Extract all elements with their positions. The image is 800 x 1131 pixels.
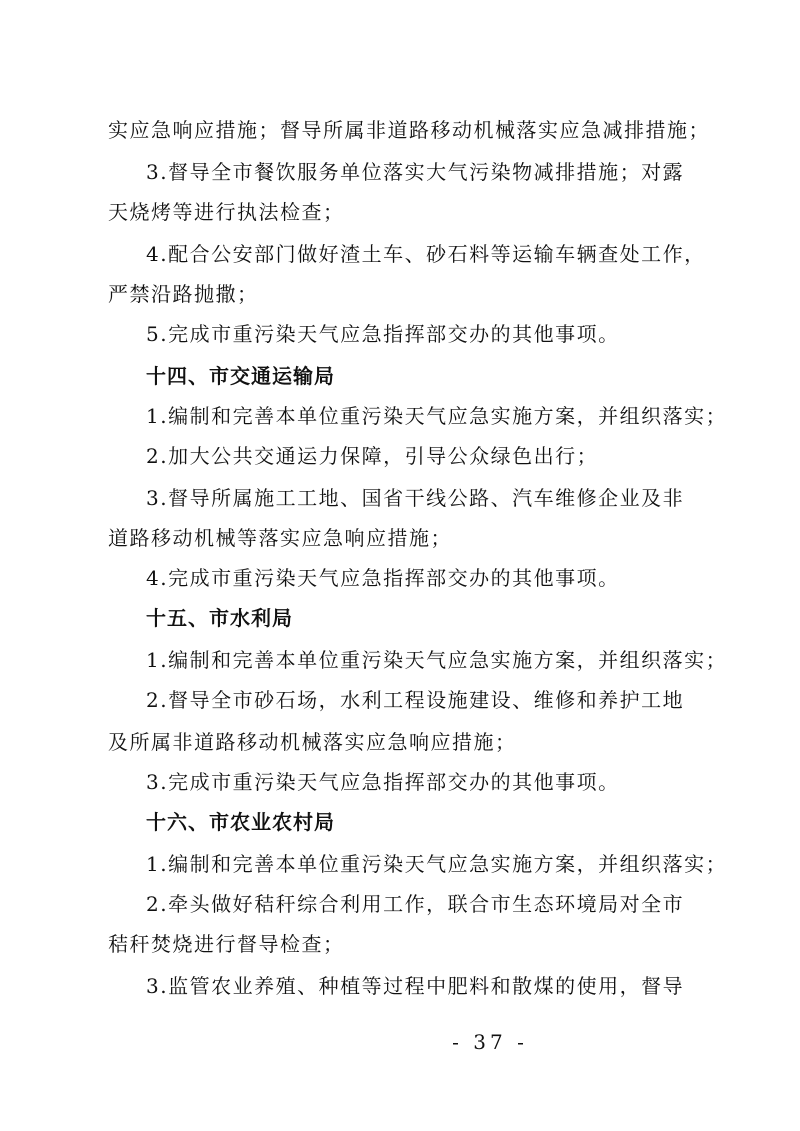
body-line: 1.编制和完善本单位重污染天气应急实施方案，并组织落实； <box>146 648 728 672</box>
body-line: 1.编制和完善本单位重污染天气应急实施方案，并组织落实； <box>146 852 728 876</box>
body-line: 3.督导所属施工工地、国省干线公路、汽车维修企业及非 <box>146 486 685 510</box>
body-line: 4.配合公安部门做好渣土车、砂石料等运输车辆查处工作， <box>146 242 706 266</box>
body-line: 秸秆焚烧进行督导检查； <box>108 932 345 956</box>
body-line: 及所属非道路移动机械落实应急响应措施； <box>108 730 517 754</box>
section-heading: 十四、市交通运输局 <box>146 364 335 388</box>
body-line: 3.监管农业养殖、种植等过程中肥料和散煤的使用，督导 <box>146 974 685 998</box>
page-number: - 37 - <box>452 1030 528 1054</box>
body-line: 2.牵头做好秸秆综合利用工作，联合市生态环境局对全市 <box>146 892 685 916</box>
body-line: 5.完成市重污染天气应急指挥部交办的其他事项。 <box>146 322 620 346</box>
body-line: 严禁沿路抛撒； <box>108 282 259 306</box>
body-line: 2.督导全市砂石场，水利工程设施建设、维修和养护工地 <box>146 688 685 712</box>
section-heading: 十五、市水利局 <box>146 606 293 630</box>
body-line: 3.督导全市餐饮服务单位落实大气污染物减排措施；对露 <box>146 160 685 184</box>
body-line: 实应急响应措施；督导所属非道路移动机械落实应急减排措施； <box>108 118 710 142</box>
body-line: 1.编制和完善本单位重污染天气应急实施方案，并组织落实； <box>146 404 728 428</box>
body-line: 2.加大公共交通运力保障，引导公众绿色出行； <box>146 444 599 468</box>
body-line: 3.完成市重污染天气应急指挥部交办的其他事项。 <box>146 770 620 794</box>
body-line: 天烧烤等进行执法检查； <box>108 200 345 224</box>
section-heading: 十六、市农业农村局 <box>146 810 335 834</box>
body-line: 4.完成市重污染天气应急指挥部交办的其他事项。 <box>146 566 620 590</box>
body-line: 道路移动机械等落实应急响应措施； <box>108 526 452 550</box>
